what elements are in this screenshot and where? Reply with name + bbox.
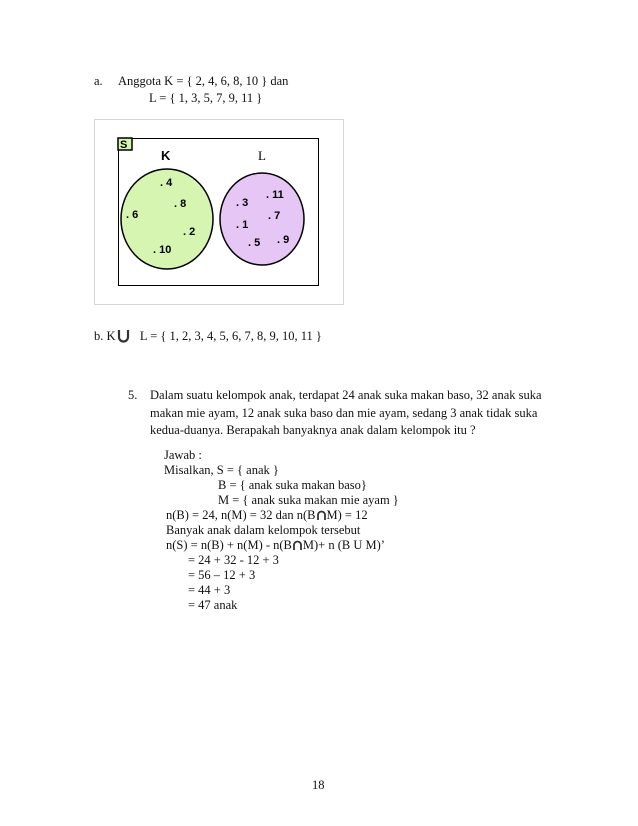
problem-line: Dalam suatu kelompok anak, terdapat 24 anak suka makan baso, 32 anak suka xyxy=(150,388,542,402)
problem-number: 5. xyxy=(128,388,138,402)
part-b-left: b. K xyxy=(94,329,116,343)
formula-text-start: n(S) = n(B) + n(M) - n(B xyxy=(166,538,292,552)
l-element: . 3 xyxy=(236,197,249,209)
l-element: . 11 xyxy=(266,189,284,201)
answer-step: = 24 + 32 - 12 + 3 xyxy=(188,553,279,567)
intersection-icon xyxy=(292,540,303,551)
answer-formula xyxy=(166,538,385,553)
answer-misalkan: Misalkan, S = { anak } xyxy=(164,463,279,477)
k-element: . 10 xyxy=(153,244,172,256)
answer-step: = 44 + 3 xyxy=(188,583,231,597)
answer-step: = 47 anak xyxy=(188,598,238,612)
l-element: . 9 xyxy=(277,234,290,246)
union-icon xyxy=(116,329,131,344)
k-element: . 8 xyxy=(174,198,187,210)
answer-heading: Jawab : xyxy=(164,448,202,462)
answer-statement: Banyak anak dalam kelompok tersebut xyxy=(166,523,361,537)
part-b-line xyxy=(94,329,322,344)
answer-b-definition: B = { anak suka makan baso} xyxy=(218,478,367,492)
k-element: . 4 xyxy=(160,177,173,189)
set-l-circle xyxy=(220,173,304,265)
part-a-line1: Anggota K = { 2, 4, 6, 8, 10 } dan xyxy=(118,74,289,88)
formula-text-end: M)+ n (B U M)’ xyxy=(302,538,385,552)
set-l-label: L xyxy=(258,148,266,163)
l-element: . 7 xyxy=(268,210,281,222)
problem-line: makan mie ayam, 12 anak suka baso dan mie ayam, sedang 3 anak tidak suka xyxy=(150,406,538,420)
part-a-line2: L = { 1, 3, 5, 7, 9, 11 } xyxy=(149,91,263,105)
universe-label: S xyxy=(120,139,128,151)
l-element: . 5 xyxy=(248,237,261,249)
l-element: . 1 xyxy=(236,219,249,231)
k-element: . 2 xyxy=(183,226,196,238)
part-b-right: L = { 1, 2, 3, 4, 5, 6, 7, 8, 9, 10, 11 } xyxy=(139,329,322,343)
problem-line: kedua-duanya. Berapakah banyaknya anak dalam kelompok itu ? xyxy=(150,423,476,437)
answer-step: = 56 – 12 + 3 xyxy=(188,568,256,582)
set-k-label: K xyxy=(161,148,171,163)
page-number: 18 xyxy=(312,778,325,792)
k-element: . 6 xyxy=(126,209,139,221)
given-text-end: M) = 12 xyxy=(326,508,368,522)
answer-given xyxy=(166,508,368,523)
given-text-start: n(B) = 24, n(M) = 32 dan n(B xyxy=(166,508,316,522)
intersection-icon xyxy=(316,510,327,521)
part-a-label: a. xyxy=(94,74,103,88)
answer-m-definition: M = { anak suka makan mie ayam } xyxy=(218,493,399,507)
